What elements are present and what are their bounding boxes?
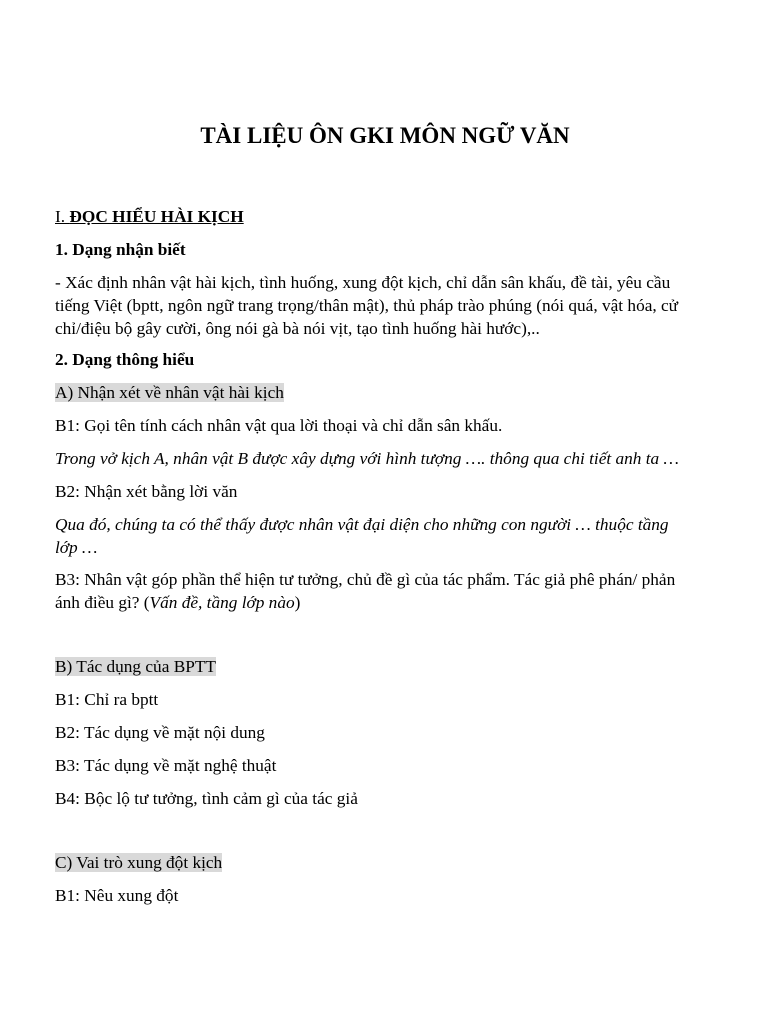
document-title: TÀI LIỆU ÔN GKI MÔN NGỮ VĂN [200, 123, 570, 148]
part1-heading: 1. Dạng nhận biết [55, 240, 186, 259]
part1-text-line: chỉ/điệu bộ gây cười, ông nói gà bà nói vịt, tạo tình huống hài hước),.. [55, 319, 540, 338]
part2-heading: 2. Dạng thông hiểu [55, 350, 195, 369]
subsection-a-heading [55, 381, 284, 404]
step-b3-italic: Vấn đề, tầng lớp nào [149, 593, 295, 612]
step-b3: B3: Nhân vật góp phần thể hiện tư tưởng, chủ đề gì của tác phẩm. Tác giả phê phán/ phản [55, 570, 676, 589]
step-b2: B2: Nhận xét bằng lời văn [55, 482, 238, 501]
step-b1-example: Trong vở kịch A, nhân vật B được xây dựng với hình tượng …. thông qua chi tiết anh ta … [55, 449, 679, 468]
step-b3-cont [55, 591, 300, 614]
step-b2-example-cont: lớp … [55, 538, 98, 557]
subsection-b-step: B2: Tác dụng về mặt nội dung [55, 723, 265, 742]
step-b1: B1: Gọi tên tính cách nhân vật qua lời thoại và chỉ dẫn sân khấu. [55, 416, 503, 435]
subsection-c-heading [55, 851, 222, 874]
part1-text-line: - Xác định nhân vật hài kịch, tình huống, xung đột kịch, chỉ dẫn sân khấu, đề tài, yêu cầu [55, 273, 671, 292]
subsection-c-title: C) Vai trò xung đột kịch [55, 853, 223, 872]
section-heading [55, 205, 244, 228]
step-b3-prefix: ánh điều gì? ( [55, 593, 150, 612]
part1-text-line: tiếng Việt (bptt, ngôn ngữ trang trọng/thân mật), thủ pháp trào phúng (nói quá, vật hóa, cử [55, 296, 679, 315]
section-title: ĐỌC HIỂU HÀI KỊCH [69, 207, 244, 226]
subsection-c-step: B1: Nêu xung đột [55, 886, 179, 905]
step-b3-suffix: ) [294, 593, 301, 612]
subsection-b-step: B4: Bộc lộ tư tưởng, tình cảm gì của tác giả [55, 789, 358, 808]
section-number: I. [55, 207, 70, 226]
step-b2-example: Qua đó, chúng ta có thể thấy được nhân vật đại diện cho những con người … thuộc tầng [55, 515, 669, 534]
subsection-a-title: A) Nhận xét về nhân vật hài kịch [55, 383, 284, 402]
subsection-b-step: B1: Chỉ ra bptt [55, 690, 159, 709]
subsection-b-step: B3: Tác dụng về mặt nghệ thuật [55, 756, 277, 775]
subsection-b-heading [55, 655, 216, 678]
subsection-b-title: B) Tác dụng của BPTT [55, 657, 216, 676]
